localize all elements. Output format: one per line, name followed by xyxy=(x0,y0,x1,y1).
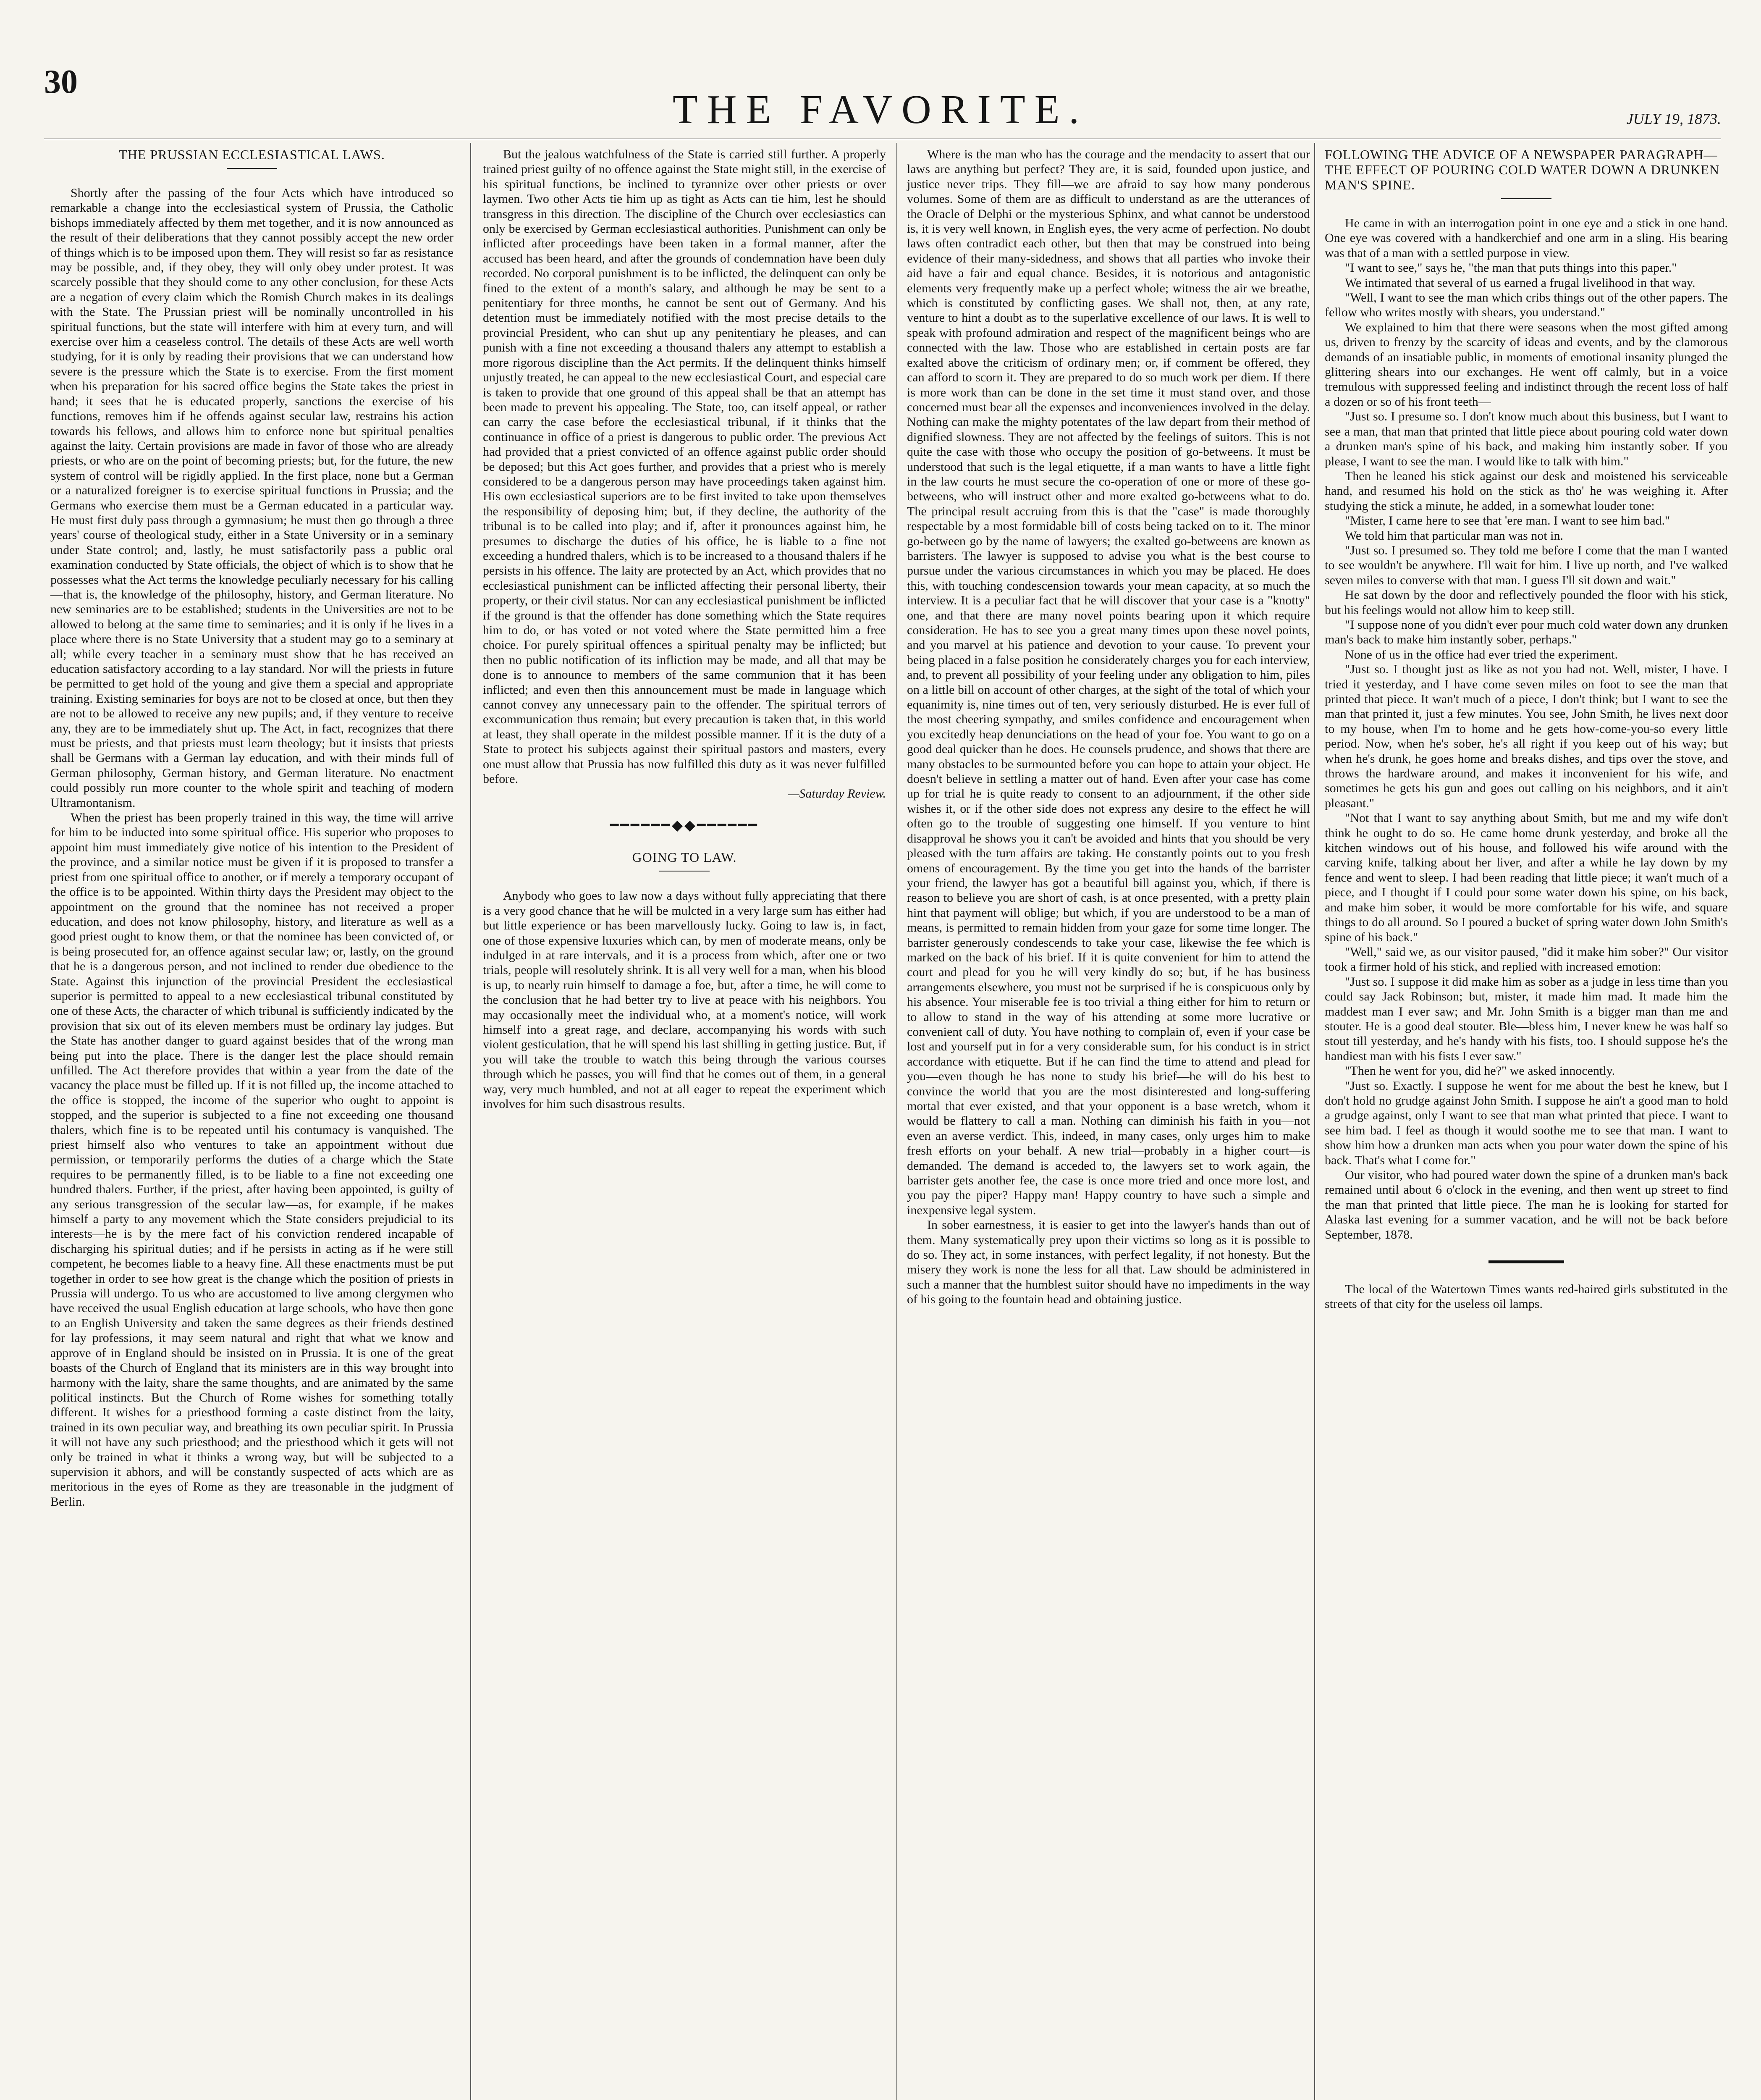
article-title-prussian: THE PRUSSIAN ECCLESIASTICAL LAWS. xyxy=(119,147,385,162)
column-divider xyxy=(470,143,471,2100)
advice-paragraph: "Not that I want to say anything about Smith, but me and my wife don't think he ought to do so. He came home drunk yesterday, and broke all the kitchen windows out of his house, and followed his wife around with the carving knife, talking about her liver, and after a while he lay down by my fence and went to sleep. I had been reading that little piece; it wan't much of a piece, and I thought if I could pour some water down his spine, on his back, and make him sober, it would be more comfortable for his wife, and square things to do all around. So I poured a bucket of spring water down John Smith's spine of his back." xyxy=(1325,811,1728,944)
masthead xyxy=(0,0,1761,132)
advice-paragraph: He came in with an interrogation point in one eye and a stick in one hand. One eye was covered with a handkerchief and one arm in a sling. His bearing was that of a man with a settled purpose in view. xyxy=(1325,216,1728,260)
advice-paragraph: We explained to him that there were seasons when the most gifted among us, driven to frenzy by the scarcity of ideas and events, and by the clamorous demands of an insatiable public, in moments of emotional insanity plunged the glittering shears into our exchanges. He went off calmly, but in a voice tremulous with suppressed feeling and indistinct through the recent loss of half a dozen or so of his front teeth— xyxy=(1325,320,1728,409)
law-paragraph: Where is the man who has the courage and the mendacity to assert that our laws are anything but perfect? They are, it is said, founded upon justice, and justice never trips. They fill—we are afraid to say how many ponderous volumes. Some of them are as difficult to understand as are the utterances of the Oracle of Delphi or the mysterious Sphinx, and what cannot be understood is, it is very well known, in English eyes, the very acme of perfection. No doubt laws often contradict each other, but then that may be construed into being evidence of their many-sidedness, and shows that all parties who invoke their aid have a fair and equal chance. Besides, it is notorious and antagonistic elements very frequently make up a perfect whole; witness the air we breathe, which is constituted by conflicting gases. We shall not, then, at any rate, venture to hint a doubt as to the superlative excellence of our laws. It is well to speak with profound admiration and respect of the magnificent beings who are connected with the law. Those who are established in certain posts are far exalted above the criticism of ordinary men; or, if comment be offered, they can afford to scorn it. They are prepared to do so much work per diem. If there is more work than can be done in the set time it must stand over, and those concerned must bear all the expenses and inconveniences involved in the delay. Nothing can make the mighty potentates of the law depart from their method of dignified slowness. They are not affected by the feelings of suitors. This is not quite the case with those who occupy the position of go-betweens. It must be understood that such is the legal etiquette, if a man wants to have a little fight in the law courts he must secure the co-operation of one or more of these go-betweens, who will instruct other and more exalted go-betweens what to do. The principal result accruing from this is that the "case" is made thoroughly respectable by a most formidable bill of costs being tacked on to it. The minor go-between go by the name of lawyers; the exalted go-betweens are known as barristers. The lawyer is supposed to advise you what is the best course to pursue under the various circumstances in which you may be placed. He does this, with touching condescension towards your mean capacity, at so much the interview. It is a peculiar fact that he will discover that your case is a "knotty" one, and that there are many novel points bearing upon it which require consideration. He has to see you a great many times upon these novel points, and you marvel at his patience and devotion to your cause. To prevent your being placed in a false position he considerately charges you for each interview, and, to prevent all possibility of your feeling under any obligation to him, piles on a little bill on account of other charges, at the sight of the total of which your equanimity is, nine times out of ten, very seriously disturbed. He is ever full of the most cheering sympathy, and smiles confidence and encouragement when you excitedly heap denunciations on the head of your foe. You want to go on a good deal quicker than he does. He counsels prudence, and shows that there are many obstacles to be surmounted before you can hope to attain your object. He doesn't believe in settling a matter out of hand. Even after your case has come up for trial he is quite ready to consent to an adjournment, if the other side wishes it, or if the other side does not express any desire to the effect he will often go to the trouble of suggesting one himself. If you venture to hint disapproval he shows you it can't be avoided and hints that you should be very pleased with the turn affairs are taking. He constantly points out to you fresh omens of encouragement. By the time you get into the hands of the barrister your friend, the lawyer has got a beautiful bill against you, which, if there is reason to believe you are short of cash, is at once presented, with a pretty plain hint that payment will oblige; but which, if you are understood to be a man of means, is permitted to remain hidden from your gaze for some time longer. The barrister generously condescends to take your case, likewise the fee which is marked on the back of his brief. If it is quite convenient for him to attend the court and plead for you he will very kindly do so; but, if he has business arrangements elsewhere, you must not be surprised if he is conspicuous only by his absence. Your miserable fee is too trivial a thing either for him to return or to allow to stand in the way of his attending at some more lucrative or convenient call of duty. You have nothing to complain of, even if your case be lost and yourself put in for a very considerable sum, for his conduct is in strict accordance with etiquette. But if he can find the time to attend and plead for you—even though he has none to study his brief—he will do his best to convince the world that you are the most disinterested and long-suffering mortal that ever existed, and that your opponent is a base wretch, whom it would be flattery to call a man. Nothing can diminish his faith in you—not even an averse verdict. This, indeed, in many cases, only urges him to make fresh efforts on your behalf. A new trial—probably in a higher court—is demanded. The demand is acceded to, the lawyers set to work again, the barrister gets another fee, the case is once more tried and once more lost, and you pay the piper? Happy man! Happy country to have such a simple and inexpensive legal system. xyxy=(907,147,1310,1217)
page-number: 30 xyxy=(44,63,78,100)
advice-paragraph: "Mister, I came here to see that 'ere man. I want to see him bad." xyxy=(1345,514,1670,528)
prussian-paragraph: Shortly after the passing of the four Acts which have introduced so remarkable a change into the ecclesiastical system of Prussia, the Catholic bishops immediately affected by them met together, and it is now announced as the result of their deliberations that they cannot possibly accept the new order of things which is to be imposed upon them. They will resist so far as resistance may be possible, and, if they obey, they will only obey under protest. It was scarcely possible that they should come to any other conclusion, for these Acts are a negation of every claim which the Romish Church makes in its dealings with the State. The Prussian priest will be nominally uncontrolled in his spiritual functions, but the state will interfere with him at every turn, and will exercise over him a ceaseless control. The details of these Acts are well worth studying, for it is only by reading their provisions that we can understand how severe is the pressure which the State is to exercise. From the first moment when his preparation for his sacred office begins the State takes the priest in hand; it sees that he is educated properly, sanctions the exercise of his functions, removes him if he offends against secular law, restrains his action towards his fellows, and allows him to enforce none but spiritual penalties against the laity. Certain provisions are made in favor of those who are already priests, or who are on the point of becoming priests; but, for the future, the new system of control will be rigidly applied. In the first place, none but a German or a naturalized foreigner is to exercise spiritual functions in Prussia; and the Germans who exercise them must be a German educated in a particular way. He must first duly pass through a gymnasium; he must then go through a three years' course of theological study, either in a State University or in a seminary under State control; and, lastly, he must satisfactorily pass a public oral examination conducted by State officials, the object of which is to show that he possesses what the Act terms the knowledge peculiarly necessary for his calling—that is, the knowledge of the philosophy, history, and German literature. No new seminaries are to be established; students in the Universities are not to be allowed to belong at the same time to seminaries; and it is only if he lives in a place where there is no State University that a student may go to a seminary at all; while every teacher in a seminary must show that he has received an education satisfactory according to a lay standard. Nor will the priests in future be permitted to get hold of the young and give them a special and appropriate training. Existing seminaries for boys are not to be closed at once, but then they are not to be allowed to receive any new pupils; and, if they venture to receive any, they are to be immediately shut up. The Act, in fact, recognizes that there must be priests, and that priests must learn theology; but it insists that priests shall be Germans with a German lay education, and with their minds full of German philosophy, German history, and German literature. No enactment could possibly run more counter to the whole spirit and teaching of modern Ultramontanism. xyxy=(50,186,453,810)
advice-paragraph: "Then he went for you, did he?" we asked innocently. xyxy=(1345,1064,1615,1078)
local-item: The local of the Watertown Times wants red-haired girls substituted in the streets of that city for the useless oil lamps. xyxy=(1325,1282,1728,1311)
advice-paragraph: "I want to see," says he, "the man that puts things into this paper." xyxy=(1345,261,1677,275)
column-divider xyxy=(1314,143,1315,2100)
section-ornament: ━━━━━━◆◆━━━━━━ xyxy=(610,817,759,833)
article-source: —Saturday Review. xyxy=(788,787,886,801)
title-rule xyxy=(1501,198,1551,199)
advice-paragraph: He sat down by the door and reflectively pounded the floor with his stick, but his feelings would not allow him to keep still. xyxy=(1325,588,1728,617)
newspaper-title: THE FAVORITE. xyxy=(672,87,1089,132)
column-2 xyxy=(483,147,886,1111)
prussian-paragraph: When the priest has been properly trained in this way, the time will arrive for him to be inducted into some spiritual office. His superior who proposes to appoint him must immediately give notice of his intention to the President of the province, and a similar notice must be given if it is proposed to transfer a priest from one spiritual office to another, or if merely a temporary occupant of the office is to be appointed. Within thirty days the President may object to the appointment on the ground that the nominee has not received a proper education, and does not know philosophy, history, and literature as well as a good priest ought to know them, or that the nominee has been convicted of, or is being prosecuted for, an offence against secular law; or, lastly, on the ground that he is a dangerous person, and not inclined to render due obedience to the State. Against this injunction of the provincial President the ecclesiastical superior is permitted to appeal to a new ecclesiastical tribunal constituted by one of these Acts, the character of which tribunal is sufficiently indicated by the provision that six out of its eleven members must be ordinary lay judges. But the State has another danger to guard against besides that of the wrong man being put into the place. There is the danger lest the place should remain unfilled. The Act therefore provides that within a year from the date of the vacancy the place must be filled up. If it is not filled up, the income attached to the office is stopped, the income of the superior who ought to appoint is stopped, and the superior is subjected to a fine not exceeding one thousand thalers, which fine is to be repeated until his contumacy is vanquished. The priest himself also who ventures to take an appointment without due permission, or temporarily performs the duties of a charge which the State requires to be permanently filled, is to be liable to a fine not exceeding one hundred thalers. Further, if the priest, after having been appointed, is guilty of any serious transgression of the secular law—as, for example, if he makes himself a party to any movement which the State considers prejudicial to its interests—he is by the mere fact of his conviction rendered incapable of discharging his spiritual duties; and if he persists in acting as if he were still competent, he becomes liable to a heavy fine. All these enactments must be put together in order to see how great is the change which the position of priests in Prussia will undergo. To us who are accustomed to live among clergymen who have received the usual English education at large schools, who have then gone to an English University and taken the same degrees as their friends destined for lay professions, it may seem natural and right that what we know and approve of in England should be insisted on in Prussia. It is one of the great boasts of the Church of England that its ministers are in this way brought into harmony with the laity, share the same thoughts, and are animated by the same political instincts. But the Church of Rome wishes for something totally different. It wishes for a priesthood forming a caste distinct from the laity, trained in its own peculiar way, and breathing its own peculiar spirit. In Prussia it will not have any such priesthood; and the priesthood which it gets will not only be trained in what it thinks a wrong way, but will be subjected to a supervision it abhors, and will be constantly suspected of acts which are as meritorious in the eyes of Rome as they are treasonable in the judgment of Berlin. xyxy=(50,811,453,1509)
section-divider xyxy=(1488,1260,1564,1263)
column-1 xyxy=(50,147,453,1509)
advice-paragraph: "Just so. Exactly. I suppose he went for me about the best he knew, but I don't hold no grudge against John Smith. I suppose he ain't a good man to hold a grudge against, only I want to see that man what printed that piece. I want to see him bad. I feel as though it would soothe me to see that man. I want to show him how a drunken man acts when you pour water down the spine of his back. That's what I come for." xyxy=(1325,1079,1728,1167)
advice-paragraph: We told him that particular man was not in. xyxy=(1345,528,1563,543)
advice-paragraph: "Just so. I suppose it did make him as sober as a judge in less time than you could say Jack Robinson; but, mister, it made him mad. It made him the maddest man I ever saw; and Mr. John Smith is a bigger man than me and stouter. He is a good deal stouter. Ble—bless him, I never knew he was half so stout till yesterday, and he's handy with his fists, too. I should suppose he's the handiest man with his fists I ever saw." xyxy=(1325,974,1728,1063)
article-title-law: GOING TO LAW. xyxy=(632,850,737,865)
column-3 xyxy=(907,147,1310,1307)
title-rule xyxy=(659,871,710,872)
advice-paragraph: We intimated that several of us earned a frugal livelihood in that way. xyxy=(1345,276,1695,290)
advice-paragraph: Then he leaned his stick against our desk and moistened his serviceable hand, and resumed his hold on the stick as tho' he was weighing it. After studying the stick a minute, he added, in a somewhat louder tone: xyxy=(1325,469,1728,513)
law-paragraph: In sober earnestness, it is easier to get into the lawyer's hands than out of them. Many systematically prey upon their victims so long as it is possible to do so. They act, in some instances, with perfect legality, if not honesty. But the misery they work is none the less for all that. Law should be administered in such a manner that the humblest suitor should have no impediments in the way of his going to the fountain head and obtaining justice. xyxy=(907,1218,1310,1307)
advice-paragraph: "Well," said we, as our visitor paused, "did it make him sober?" Our visitor took a firmer hold of his stick, and replied with increased emotion: xyxy=(1325,945,1728,974)
column-divider xyxy=(896,143,897,2100)
title-rule xyxy=(227,168,277,169)
advice-paragraph: "I suppose none of you didn't ever pour much cold water down any drunken man's back to make him instantly sober, perhaps." xyxy=(1325,617,1728,647)
masthead-rule xyxy=(44,139,1721,140)
advice-paragraph: Our visitor, who had poured water down the spine of a drunken man's back remained until about 6 o'clock in the evening, and then went up street to find the man that printed that little piece. The man he is looking for started for Alaska last evening for a summer vacation, and he will not be back before September, 1878. xyxy=(1325,1168,1728,1242)
prussian-paragraph: But the jealous watchfulness of the State is carried still further. A properly trained priest guilty of no offence against the State might still, in the exercise of his spiritual functions, be inclined to tyrannize over other priests or over laymen. Two other Acts tie him up as tight as Acts can tie him, lest he should transgress in this direction. The discipline of the Church over ecclesiastics can only be exercised by German ecclesiastical authorities. Punishment can only be inflicted after proceedings have been taken in a formal manner, after the accused has been heard, and after the grounds of condemnation have been duly recorded. No corporal punishment is to be inflicted, the delinquent can only be fined to the extent of a month's salary, and although he may be sent to a penitentiary for three months, he cannot be sent out of Germany. And his detention must be immediately notified with the most precise details to the provincial President, who can shut up any penitentiary he pleases, and can punish with a fine not exceeding a thousand thalers any attempt to establish a more rigorous discipline than the Act permits. If the delinquent thinks himself unjustly treated, he can appeal to the new ecclesiastical Court, and especial care is taken to provide that one ground of this appeal shall be that an attempt has been made to prevent his appealing. The State, too, can itself appeal, or rather can carry the case before the ecclesiastical tribunal, if it thinks that the continuance in office of a priest is dangerous to public order. The previous Act had provided that a priest convicted of an offence against public order should be deposed; but this Act goes further, and provides that a priest who is merely considered to be a dangerous person may have proceedings taken against him. His own ecclesiastical superiors are to be first invited to take upon themselves the responsibility of deposing him; but, if they decline, the authority of the tribunal is to be called into play; and if, after it pronounces against him, he presumes to discharge the duties of his office, he is liable to a fine not exceeding a hundred thalers, which is to be increased to a thousand thalers if he persists in his offence. The laity are protected by an Act, which provides that no ecclesiastical punishment can be inflicted affecting their personal liberty, their property, or their civil status. Nor can any ecclesiastical punishment be inflicted if the ground is that the offender has done something which the State requires him to do, or has voted or not voted where the State permitted him a free choice. For purely spiritual offences a spiritual penalty may be inflicted; but then no public notification of its infliction may be made, and all that may be done is to announce to members of the same communion that it has been inflicted; and even then this announcement must be made in language which cannot convey any unnecessary pain to the offender. The spiritual terrors of excommunication thus remain; but every precaution is taken that, in this world at least, they shall operate in the mildest possible manner. If it is the duty of a State to protect his subjects against their spiritual pastors and masters, every one must allow that Prussia has now fulfilled this duty as it was never fulfilled before. xyxy=(483,147,886,786)
column-4 xyxy=(1325,147,1728,1312)
article-title-advice: FOLLOWING THE ADVICE OF A NEWSPAPER PARAGRAPH—THE EFFECT OF POURING COLD WATER DOWN A DRUNKEN MAN'S SPINE. xyxy=(1325,147,1720,192)
advice-paragraph: "Just so. I presume so. I don't know much about this business, but I want to see a man, that man that printed that little piece about pouring cold water down a drunken man's spine of his back, and making him instantly sober. If you please, I want to see the man. I would like to talk with him." xyxy=(1325,410,1728,468)
law-paragraph: Anybody who goes to law now a days without fully appreciating that there is a very good chance that he will be mulcted in a very large sum has either had but little experience or has been marvellously lucky. Going to law is, in fact, one of those expensive luxuries which can, by men of moderate means, only be indulged in at rare intervals, and it is a process from which, after one or two trials, people will resolutely shrink. It is all very well for a man, when his blood is up, to nearly ruin himself to damage a foe, but, after a time, he will come to the conclusion that he had better try to live at peace with his neighbors. You may occasionally meet the individual who, at a moment's notice, will work himself into a great rage, and declare, accompanying his words with such violent gesticulation, that he will spend his last shilling in getting justice. But, if you will take the trouble to watch this being through the various courses through which he passes, you will find that he comes out of them, in a general way, very much humbled, and not at all eager to repeat the experiment which involves for him such disastrous results. xyxy=(483,889,886,1111)
advice-paragraph: "Just so. I thought just as like as not you had not. Well, mister, I have. I tried it yesterday, and I have come seven miles on foot to see the man that printed that piece. It wan't much of a piece, I don't think; but I want to see the man that printed it, just a few minutes. You see, John Smith, he lives next door to my house, when I'm to home and he gets how-come-you-so every little period. Now, when he's sober, he's all right if you keep out of his way; but when he's drunk, he goes home and breaks dishes, and tips over the stove, and throws the hardware around, and makes it inconvenient for his wife, and sometimes he gets his gun and goes out calling on his neighbors, and it ain't pleasant." xyxy=(1325,662,1728,810)
advice-paragraph: "Well, I want to see the man which cribs things out of the other papers. The fellow who writes mostly with shears, you understand." xyxy=(1325,291,1728,320)
advice-paragraph: None of us in the office had ever tried the experiment. xyxy=(1345,647,1618,662)
issue-date: JULY 19, 1873. xyxy=(1626,110,1721,127)
advice-paragraph: "Just so. I presumed so. They told me before I come that the man I wanted to see wouldn't be anywhere. I'll wait for him. I live up north, and I've walked seven miles to converse with that man. I guess I'll sit down and wait." xyxy=(1325,543,1728,587)
